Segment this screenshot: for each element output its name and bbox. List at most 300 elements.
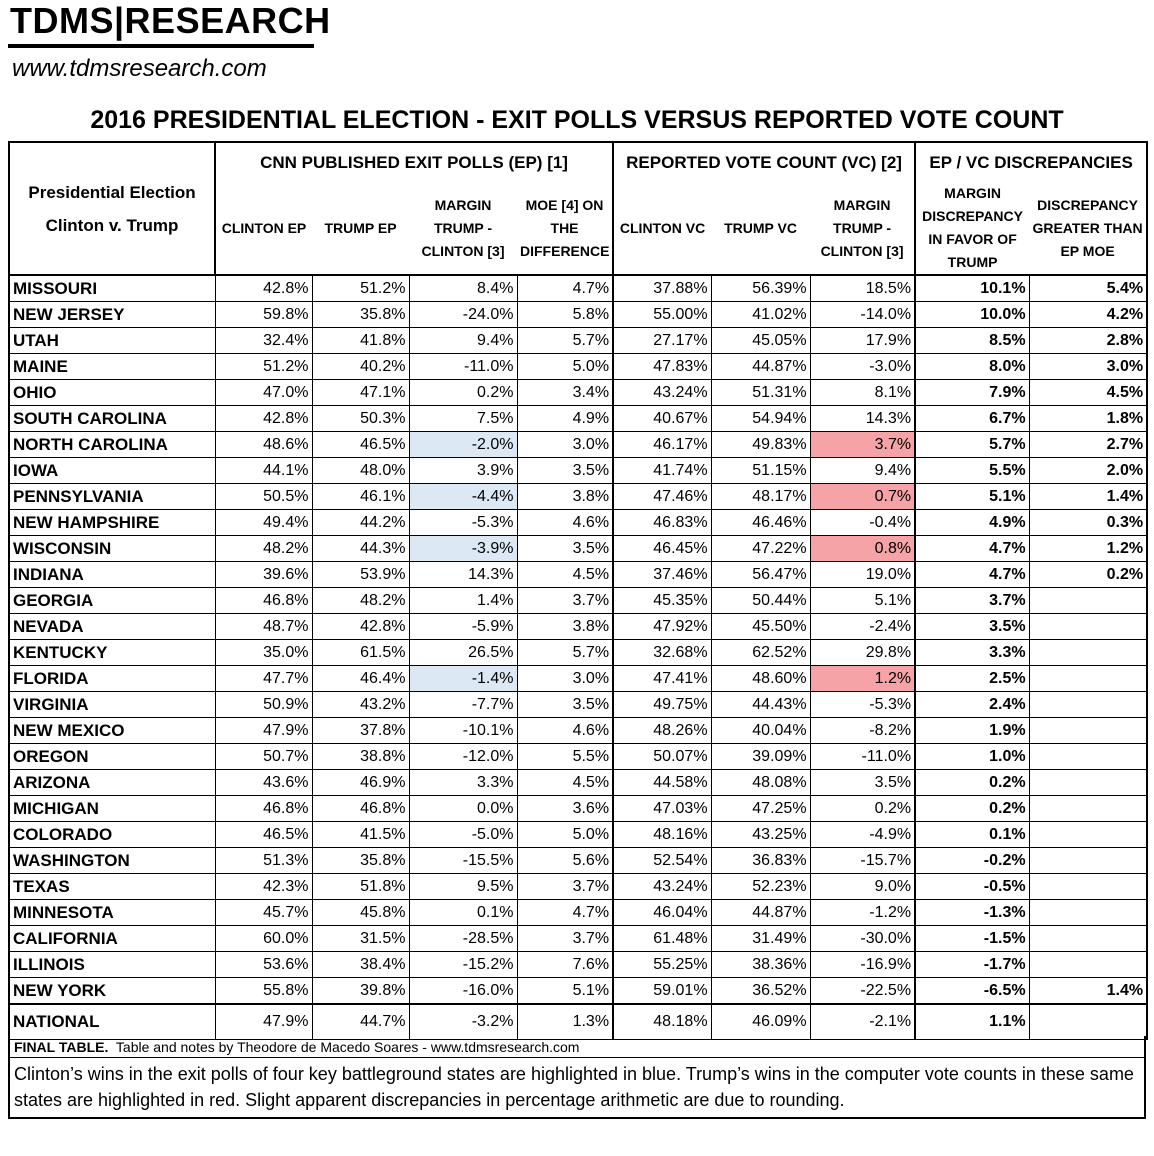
cell-margin-discrepancy: 10.1% xyxy=(915,275,1029,302)
brand-underline xyxy=(8,44,314,48)
table-row xyxy=(9,432,1147,458)
cell-clinton-ep: 42.8% xyxy=(215,406,312,432)
cell-margin-vc: -30.0% xyxy=(810,926,915,952)
credit-text: Table and notes by Theodore de Macedo Soares - www.tdmsresearch.com xyxy=(115,1039,580,1055)
cell-trump-ep: 38.4% xyxy=(312,952,409,978)
cell-trump-vc: 52.23% xyxy=(711,874,810,900)
cell-discrepancy-gt-moe xyxy=(1029,614,1147,640)
table-row xyxy=(9,484,1147,510)
cell-trump-ep: 46.4% xyxy=(312,666,409,692)
table-row xyxy=(9,744,1147,770)
cell-clinton-vc: 49.75% xyxy=(613,692,711,718)
cell-trump-ep: 43.2% xyxy=(312,692,409,718)
cell-discrepancy-gt-moe: 1.4% xyxy=(1029,484,1147,510)
cell-margin-ep: -5.0% xyxy=(409,822,517,848)
cell-clinton-vc: 45.35% xyxy=(613,588,711,614)
state-name: NEW MEXICO xyxy=(9,718,215,744)
cell-trump-ep: 51.2% xyxy=(312,275,409,302)
cell-margin-discrepancy: 2.5% xyxy=(915,666,1029,692)
cell-clinton-vc: 48.18% xyxy=(613,1004,711,1040)
cell-clinton-ep: 60.0% xyxy=(215,926,312,952)
table-row xyxy=(9,796,1147,822)
cell-trump-ep: 46.9% xyxy=(312,770,409,796)
cell-margin-vc: 18.5% xyxy=(810,275,915,302)
state-name: VIRGINIA xyxy=(9,692,215,718)
cell-moe: 4.5% xyxy=(517,562,613,588)
cell-margin-ep: -3.2% xyxy=(409,1004,517,1040)
cell-trump-vc: 38.36% xyxy=(711,952,810,978)
cell-clinton-ep: 35.0% xyxy=(215,640,312,666)
cell-margin-vc: -4.9% xyxy=(810,822,915,848)
cell-discrepancy-gt-moe xyxy=(1029,718,1147,744)
cell-moe: 5.5% xyxy=(517,744,613,770)
page-title: 2016 PRESIDENTIAL ELECTION - EXIT POLLS VERSUS REPORTED VOTE COUNT xyxy=(90,106,1064,134)
cell-trump-vc: 39.09% xyxy=(711,744,810,770)
cell-moe: 4.6% xyxy=(517,718,613,744)
cell-moe: 3.4% xyxy=(517,380,613,406)
cell-trump-vc: 44.43% xyxy=(711,692,810,718)
state-name: NEW JERSEY xyxy=(9,302,215,328)
cell-clinton-vc: 61.48% xyxy=(613,926,711,952)
cell-clinton-ep: 47.0% xyxy=(215,380,312,406)
cell-trump-vc: 43.25% xyxy=(711,822,810,848)
cell-clinton-vc: 43.24% xyxy=(613,874,711,900)
credit-line xyxy=(10,1036,1144,1058)
group-header-discrepancies: EP / VC DISCREPANCIES xyxy=(915,142,1147,182)
cell-trump-ep: 61.5% xyxy=(312,640,409,666)
cell-margin-vc: -0.4% xyxy=(810,510,915,536)
final-table-label: FINAL TABLE. xyxy=(14,1039,109,1055)
cell-clinton-vc: 47.83% xyxy=(613,354,711,380)
state-name: TEXAS xyxy=(9,874,215,900)
cell-clinton-vc: 47.41% xyxy=(613,666,711,692)
cell-trump-vc: 46.46% xyxy=(711,510,810,536)
cell-clinton-ep: 48.6% xyxy=(215,432,312,458)
col-header-clinton-ep: CLINTON EP xyxy=(215,182,312,275)
cell-moe: 3.8% xyxy=(517,484,613,510)
col-header-trump-ep: TRUMP EP xyxy=(312,182,409,275)
cell-margin-ep: -5.9% xyxy=(409,614,517,640)
cell-clinton-ep: 59.8% xyxy=(215,302,312,328)
cell-trump-ep: 41.5% xyxy=(312,822,409,848)
cell-discrepancy-gt-moe: 1.2% xyxy=(1029,536,1147,562)
cell-trump-ep: 48.0% xyxy=(312,458,409,484)
table-row xyxy=(9,874,1147,900)
cell-margin-ep: 0.1% xyxy=(409,900,517,926)
cell-trump-ep: 46.8% xyxy=(312,796,409,822)
cell-clinton-vc: 46.04% xyxy=(613,900,711,926)
cell-clinton-ep: 46.5% xyxy=(215,822,312,848)
table-row xyxy=(9,302,1147,328)
notes-panel xyxy=(8,1036,1146,1119)
cell-discrepancy-gt-moe: 2.7% xyxy=(1029,432,1147,458)
cell-moe: 3.7% xyxy=(517,926,613,952)
cell-clinton-vc: 59.01% xyxy=(613,978,711,1005)
cell-trump-vc: 49.83% xyxy=(711,432,810,458)
cell-margin-ep: -3.9% xyxy=(409,536,517,562)
cell-clinton-vc: 37.88% xyxy=(613,275,711,302)
cell-moe: 3.5% xyxy=(517,458,613,484)
cell-discrepancy-gt-moe: 5.4% xyxy=(1029,275,1147,302)
cell-margin-ep: -5.3% xyxy=(409,510,517,536)
state-name: NEW YORK xyxy=(9,978,215,1005)
cell-clinton-ep: 39.6% xyxy=(215,562,312,588)
cell-trump-vc: 44.87% xyxy=(711,900,810,926)
cell-trump-vc: 44.87% xyxy=(711,354,810,380)
state-name: MINNESOTA xyxy=(9,900,215,926)
table-row xyxy=(9,510,1147,536)
cell-trump-vc: 50.44% xyxy=(711,588,810,614)
cell-trump-ep: 44.3% xyxy=(312,536,409,562)
cell-trump-ep: 39.8% xyxy=(312,978,409,1005)
table-row xyxy=(9,900,1147,926)
cell-margin-vc: 17.9% xyxy=(810,328,915,354)
cell-discrepancy-gt-moe xyxy=(1029,692,1147,718)
cell-margin-discrepancy: 3.7% xyxy=(915,588,1029,614)
cell-margin-discrepancy: 4.7% xyxy=(915,536,1029,562)
cell-clinton-vc: 47.03% xyxy=(613,796,711,822)
cell-margin-discrepancy: 10.0% xyxy=(915,302,1029,328)
cell-trump-ep: 48.2% xyxy=(312,588,409,614)
group-header-vote-count: REPORTED VOTE COUNT (VC) [2] xyxy=(613,142,915,182)
cell-moe: 3.5% xyxy=(517,692,613,718)
cell-margin-vc: -8.2% xyxy=(810,718,915,744)
table-row xyxy=(9,458,1147,484)
cell-clinton-vc: 50.07% xyxy=(613,744,711,770)
cell-clinton-ep: 50.5% xyxy=(215,484,312,510)
cell-moe: 5.1% xyxy=(517,978,613,1005)
cell-trump-vc: 56.47% xyxy=(711,562,810,588)
cell-margin-discrepancy: 5.1% xyxy=(915,484,1029,510)
cell-margin-ep: 0.0% xyxy=(409,796,517,822)
cell-discrepancy-gt-moe xyxy=(1029,640,1147,666)
cell-clinton-ep: 46.8% xyxy=(215,796,312,822)
cell-clinton-ep: 45.7% xyxy=(215,900,312,926)
cell-trump-ep: 46.5% xyxy=(312,432,409,458)
cell-discrepancy-gt-moe: 2.0% xyxy=(1029,458,1147,484)
cell-moe: 5.0% xyxy=(517,354,613,380)
cell-margin-discrepancy: 0.2% xyxy=(915,770,1029,796)
cell-trump-ep: 37.8% xyxy=(312,718,409,744)
state-name: WASHINGTON xyxy=(9,848,215,874)
cell-moe: 4.9% xyxy=(517,406,613,432)
cell-margin-ep: 3.3% xyxy=(409,770,517,796)
cell-margin-discrepancy: -1.3% xyxy=(915,900,1029,926)
cell-clinton-vc: 40.67% xyxy=(613,406,711,432)
cell-discrepancy-gt-moe xyxy=(1029,822,1147,848)
state-name: INDIANA xyxy=(9,562,215,588)
state-name: FLORIDA xyxy=(9,666,215,692)
state-name: ILLINOIS xyxy=(9,952,215,978)
cell-trump-vc: 48.17% xyxy=(711,484,810,510)
cell-margin-ep: -10.1% xyxy=(409,718,517,744)
cell-margin-vc: -2.1% xyxy=(810,1004,915,1040)
state-name: CALIFORNIA xyxy=(9,926,215,952)
table-row xyxy=(9,822,1147,848)
notes-body: Clinton’s wins in the exit polls of four key battleground states are highlighted in blue. Trump’s wins in the computer vote counts in these same states are highlighted in red. Slight apparent discrepancies in percentage arithmetic are due to rounding. xyxy=(14,1064,1134,1110)
col-header-margin-discrepancy: MARGIN DISCREPANCY IN FAVOR OF TRUMP xyxy=(915,182,1029,275)
cell-margin-ep: -15.2% xyxy=(409,952,517,978)
cell-clinton-ep: 53.6% xyxy=(215,952,312,978)
cell-discrepancy-gt-moe xyxy=(1029,588,1147,614)
cell-margin-ep: 7.5% xyxy=(409,406,517,432)
cell-clinton-ep: 49.4% xyxy=(215,510,312,536)
cell-trump-vc: 56.39% xyxy=(711,275,810,302)
cell-clinton-vc: 46.83% xyxy=(613,510,711,536)
table-row xyxy=(9,406,1147,432)
state-name: NORTH CAROLINA xyxy=(9,432,215,458)
cell-clinton-vc: 44.58% xyxy=(613,770,711,796)
cell-clinton-vc: 47.92% xyxy=(613,614,711,640)
cell-margin-vc: 8.1% xyxy=(810,380,915,406)
cell-margin-ep: -16.0% xyxy=(409,978,517,1005)
cell-margin-discrepancy: 4.7% xyxy=(915,562,1029,588)
cell-moe: 3.7% xyxy=(517,588,613,614)
cell-trump-vc: 51.31% xyxy=(711,380,810,406)
cell-margin-ep: -4.4% xyxy=(409,484,517,510)
table-row xyxy=(9,275,1147,302)
cell-moe: 4.7% xyxy=(517,900,613,926)
cell-moe: 4.5% xyxy=(517,770,613,796)
cell-margin-ep: 0.2% xyxy=(409,380,517,406)
cell-moe: 5.0% xyxy=(517,822,613,848)
state-name: OREGON xyxy=(9,744,215,770)
cell-clinton-vc: 46.45% xyxy=(613,536,711,562)
state-name: PENNSYLVANIA xyxy=(9,484,215,510)
cell-moe: 3.0% xyxy=(517,666,613,692)
table-row xyxy=(9,380,1147,406)
cell-clinton-vc: 47.46% xyxy=(613,484,711,510)
cell-clinton-ep: 51.2% xyxy=(215,354,312,380)
cell-clinton-ep: 47.9% xyxy=(215,718,312,744)
cell-margin-discrepancy: -0.2% xyxy=(915,848,1029,874)
cell-clinton-vc: 55.00% xyxy=(613,302,711,328)
cell-discrepancy-gt-moe xyxy=(1029,770,1147,796)
brand-logo: TDMS|RESEARCH xyxy=(10,0,331,41)
state-name: COLORADO xyxy=(9,822,215,848)
cell-moe: 3.5% xyxy=(517,536,613,562)
group-header-exit-polls: CNN PUBLISHED EXIT POLLS (EP) [1] xyxy=(215,142,613,182)
cell-margin-ep: -24.0% xyxy=(409,302,517,328)
corner-header: Presidential Election Clinton v. Trump xyxy=(9,142,215,275)
cell-trump-vc: 47.25% xyxy=(711,796,810,822)
cell-margin-ep: -1.4% xyxy=(409,666,517,692)
cell-margin-ep: 9.4% xyxy=(409,328,517,354)
cell-discrepancy-gt-moe xyxy=(1029,900,1147,926)
table-row xyxy=(9,588,1147,614)
cell-trump-ep: 53.9% xyxy=(312,562,409,588)
table-row xyxy=(9,978,1147,1005)
cell-margin-discrepancy: 6.7% xyxy=(915,406,1029,432)
cell-margin-ep: -12.0% xyxy=(409,744,517,770)
cell-margin-vc: 9.0% xyxy=(810,874,915,900)
cell-clinton-vc: 48.16% xyxy=(613,822,711,848)
cell-margin-discrepancy: 4.9% xyxy=(915,510,1029,536)
cell-margin-discrepancy: 1.0% xyxy=(915,744,1029,770)
cell-clinton-ep: 42.8% xyxy=(215,275,312,302)
cell-margin-vc: 29.8% xyxy=(810,640,915,666)
table-row xyxy=(9,770,1147,796)
cell-moe: 5.8% xyxy=(517,302,613,328)
cell-trump-ep: 38.8% xyxy=(312,744,409,770)
cell-moe: 7.6% xyxy=(517,952,613,978)
state-name: NEVADA xyxy=(9,614,215,640)
table-row xyxy=(9,718,1147,744)
cell-margin-vc: 19.0% xyxy=(810,562,915,588)
cell-discrepancy-gt-moe xyxy=(1029,1004,1147,1040)
cell-trump-vc: 31.49% xyxy=(711,926,810,952)
cell-moe: 5.6% xyxy=(517,848,613,874)
cell-trump-ep: 41.8% xyxy=(312,328,409,354)
cell-margin-vc: -14.0% xyxy=(810,302,915,328)
cell-margin-ep: -7.7% xyxy=(409,692,517,718)
cell-trump-vc: 48.60% xyxy=(711,666,810,692)
cell-trump-ep: 44.7% xyxy=(312,1004,409,1040)
cell-margin-ep: 3.9% xyxy=(409,458,517,484)
table-row xyxy=(9,926,1147,952)
cell-discrepancy-gt-moe xyxy=(1029,874,1147,900)
cell-margin-vc: -3.0% xyxy=(810,354,915,380)
cell-trump-vc: 41.02% xyxy=(711,302,810,328)
table-row xyxy=(9,848,1147,874)
site-url: www.tdmsresearch.com xyxy=(12,55,267,82)
cell-margin-discrepancy: 0.1% xyxy=(915,822,1029,848)
cell-discrepancy-gt-moe xyxy=(1029,744,1147,770)
cell-trump-ep: 51.8% xyxy=(312,874,409,900)
cell-moe: 3.6% xyxy=(517,796,613,822)
cell-clinton-ep: 47.9% xyxy=(215,1004,312,1040)
cell-margin-discrepancy: 8.0% xyxy=(915,354,1029,380)
cell-clinton-ep: 32.4% xyxy=(215,328,312,354)
cell-moe: 5.7% xyxy=(517,640,613,666)
col-header-moe: MOE [4] ON THE DIFFERENCE xyxy=(517,182,613,275)
cell-trump-vc: 36.83% xyxy=(711,848,810,874)
cell-margin-vc: 14.3% xyxy=(810,406,915,432)
cell-moe: 4.6% xyxy=(517,510,613,536)
cell-clinton-ep: 55.8% xyxy=(215,978,312,1005)
cell-margin-discrepancy: 1.9% xyxy=(915,718,1029,744)
cell-margin-ep: -15.5% xyxy=(409,848,517,874)
cell-discrepancy-gt-moe: 1.8% xyxy=(1029,406,1147,432)
cell-clinton-ep: 47.7% xyxy=(215,666,312,692)
state-name: MISSOURI xyxy=(9,275,215,302)
cell-trump-ep: 40.2% xyxy=(312,354,409,380)
national-row xyxy=(9,1004,1147,1040)
cell-margin-vc: -2.4% xyxy=(810,614,915,640)
results-table xyxy=(8,141,1148,1040)
cell-trump-ep: 44.2% xyxy=(312,510,409,536)
cell-trump-ep: 47.1% xyxy=(312,380,409,406)
cell-margin-discrepancy: -1.5% xyxy=(915,926,1029,952)
cell-clinton-vc: 52.54% xyxy=(613,848,711,874)
state-name: NATIONAL xyxy=(9,1004,215,1040)
cell-trump-vc: 48.08% xyxy=(711,770,810,796)
cell-clinton-ep: 44.1% xyxy=(215,458,312,484)
cell-trump-ep: 50.3% xyxy=(312,406,409,432)
table-row xyxy=(9,536,1147,562)
cell-trump-vc: 51.15% xyxy=(711,458,810,484)
cell-discrepancy-gt-moe: 0.3% xyxy=(1029,510,1147,536)
cell-trump-ep: 35.8% xyxy=(312,848,409,874)
table-row xyxy=(9,692,1147,718)
cell-moe: 3.7% xyxy=(517,874,613,900)
cell-margin-vc: 0.8% xyxy=(810,536,915,562)
cell-margin-vc: -1.2% xyxy=(810,900,915,926)
cell-margin-vc: 5.1% xyxy=(810,588,915,614)
cell-margin-vc: -16.9% xyxy=(810,952,915,978)
cell-discrepancy-gt-moe: 1.4% xyxy=(1029,978,1147,1005)
table-row xyxy=(9,640,1147,666)
cell-discrepancy-gt-moe: 3.0% xyxy=(1029,354,1147,380)
cell-discrepancy-gt-moe: 2.8% xyxy=(1029,328,1147,354)
cell-clinton-vc: 32.68% xyxy=(613,640,711,666)
cell-margin-discrepancy: 5.5% xyxy=(915,458,1029,484)
cell-discrepancy-gt-moe xyxy=(1029,848,1147,874)
col-header-margin-ep: MARGIN TRUMP - CLINTON [3] xyxy=(409,182,517,275)
cell-moe: 3.0% xyxy=(517,432,613,458)
table-row xyxy=(9,666,1147,692)
cell-trump-vc: 62.52% xyxy=(711,640,810,666)
table-row xyxy=(9,354,1147,380)
state-name: MICHIGAN xyxy=(9,796,215,822)
cell-clinton-vc: 41.74% xyxy=(613,458,711,484)
cell-trump-vc: 46.09% xyxy=(711,1004,810,1040)
cell-trump-vc: 45.50% xyxy=(711,614,810,640)
cell-margin-ep: 1.4% xyxy=(409,588,517,614)
cell-clinton-ep: 50.9% xyxy=(215,692,312,718)
cell-margin-vc: 9.4% xyxy=(810,458,915,484)
cell-margin-discrepancy: 3.3% xyxy=(915,640,1029,666)
cell-clinton-vc: 43.24% xyxy=(613,380,711,406)
cell-clinton-ep: 50.7% xyxy=(215,744,312,770)
cell-clinton-ep: 48.7% xyxy=(215,614,312,640)
table-row xyxy=(9,614,1147,640)
state-name: KENTUCKY xyxy=(9,640,215,666)
state-name: NEW HAMPSHIRE xyxy=(9,510,215,536)
state-name: IOWA xyxy=(9,458,215,484)
cell-trump-vc: 47.22% xyxy=(711,536,810,562)
cell-margin-discrepancy: 0.2% xyxy=(915,796,1029,822)
cell-moe: 1.3% xyxy=(517,1004,613,1040)
cell-discrepancy-gt-moe: 4.5% xyxy=(1029,380,1147,406)
table-row xyxy=(9,562,1147,588)
cell-margin-vc: 0.7% xyxy=(810,484,915,510)
cell-trump-vc: 54.94% xyxy=(711,406,810,432)
cell-clinton-ep: 43.6% xyxy=(215,770,312,796)
cell-margin-ep: 26.5% xyxy=(409,640,517,666)
cell-margin-ep: 9.5% xyxy=(409,874,517,900)
col-header-clinton-vc: CLINTON VC xyxy=(613,182,711,275)
col-header-margin-vc: MARGIN TRUMP - CLINTON [3] xyxy=(810,182,915,275)
cell-margin-vc: -15.7% xyxy=(810,848,915,874)
cell-discrepancy-gt-moe xyxy=(1029,796,1147,822)
cell-margin-discrepancy: 5.7% xyxy=(915,432,1029,458)
state-name: WISCONSIN xyxy=(9,536,215,562)
cell-margin-vc: 0.2% xyxy=(810,796,915,822)
cell-discrepancy-gt-moe: 4.2% xyxy=(1029,302,1147,328)
cell-moe: 4.7% xyxy=(517,275,613,302)
cell-discrepancy-gt-moe xyxy=(1029,926,1147,952)
cell-discrepancy-gt-moe xyxy=(1029,952,1147,978)
cell-clinton-vc: 48.26% xyxy=(613,718,711,744)
cell-margin-vc: -11.0% xyxy=(810,744,915,770)
cell-margin-discrepancy: 8.5% xyxy=(915,328,1029,354)
cell-discrepancy-gt-moe: 0.2% xyxy=(1029,562,1147,588)
cell-trump-ep: 42.8% xyxy=(312,614,409,640)
cell-margin-discrepancy: 7.9% xyxy=(915,380,1029,406)
cell-margin-ep: 14.3% xyxy=(409,562,517,588)
cell-clinton-vc: 55.25% xyxy=(613,952,711,978)
